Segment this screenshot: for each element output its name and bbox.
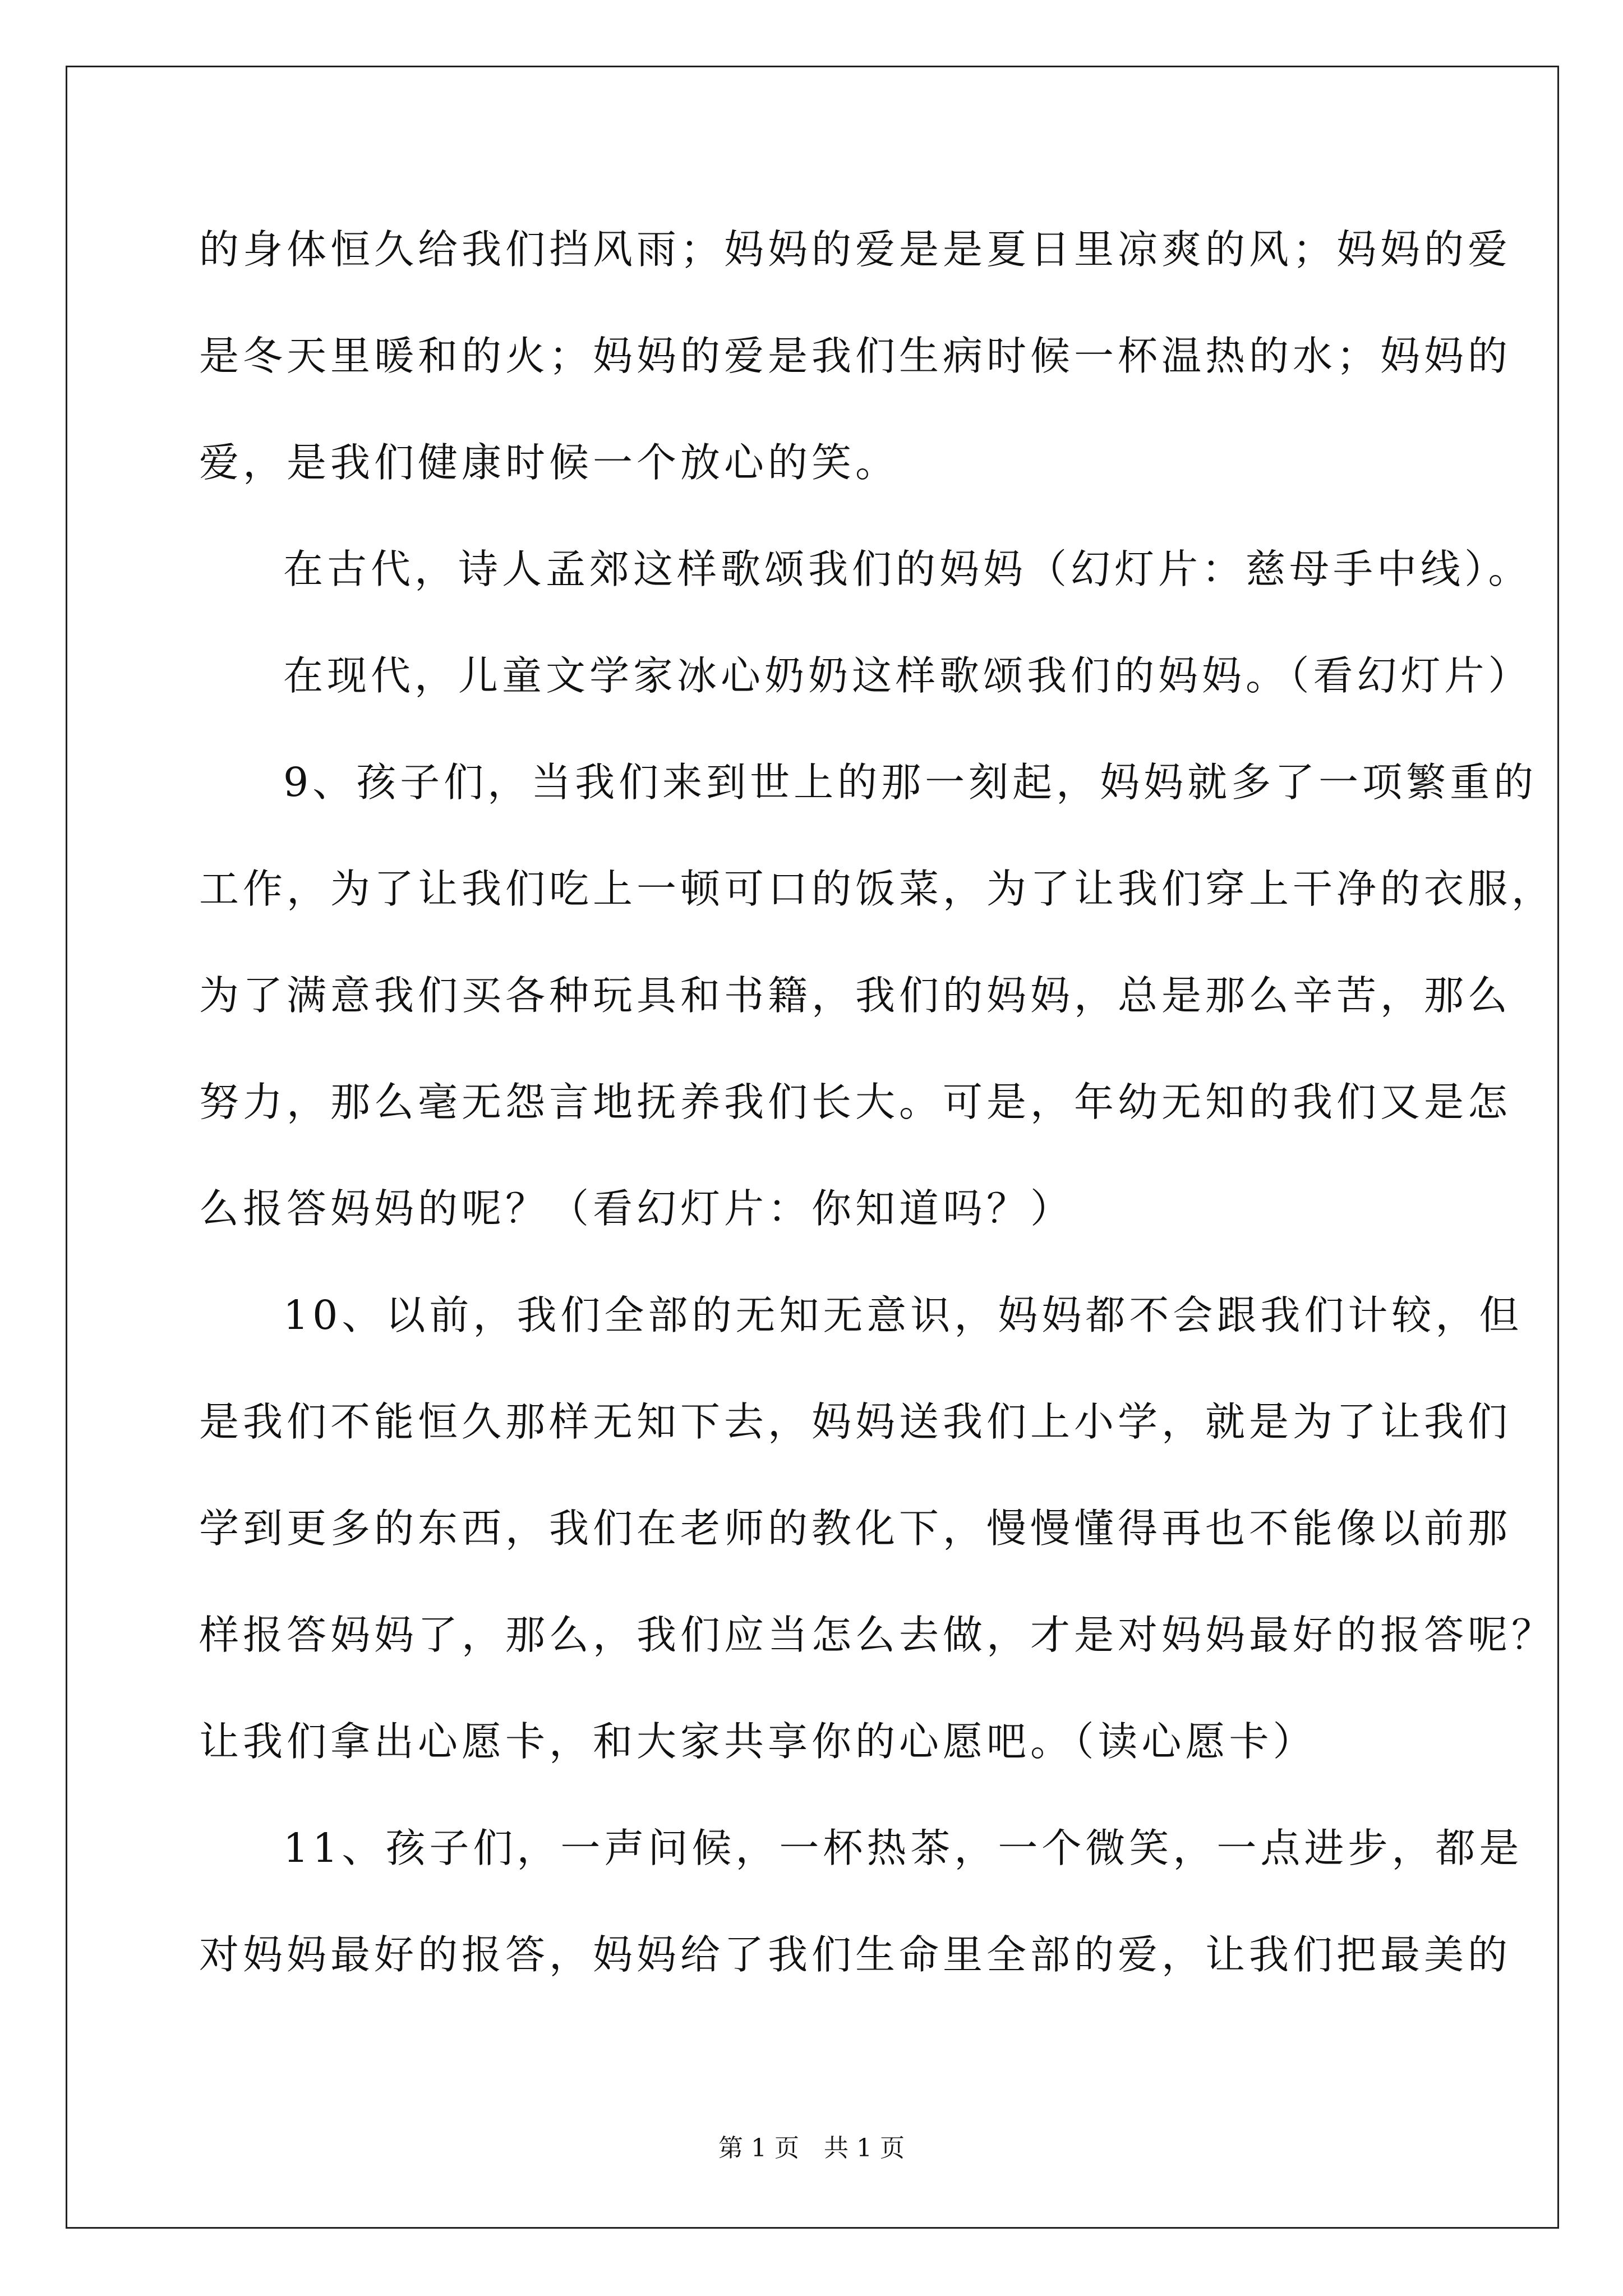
text-line: 让我们拿出心愿卡，和大家共享你的心愿吧。（读心愿卡） xyxy=(199,1718,1317,1765)
text-line: 的身体恒久给我们挡风雨；妈妈的爱是是夏日里凉爽的风；妈妈的爱 xyxy=(199,226,1512,273)
text-line: 在现代，儿童文学家冰心奶奶这样歌颂我们的妈妈。（看幻灯片） xyxy=(283,652,1532,699)
text-line: 11、孩子们，一声问候，一杯热茶，一个微笑，一点进步，都是 xyxy=(283,1825,1523,1871)
text-line: 是我们不能恒久那样无知下去，妈妈送我们上小学，就是为了让我们 xyxy=(199,1398,1512,1445)
text-line: 爱，是我们健康时候一个放心的笑。 xyxy=(199,439,900,486)
text-line: 么报答妈妈的呢？（看幻灯片：你知道吗？） xyxy=(199,1185,1075,1232)
page-footer: 第 1 页 共 1 页 xyxy=(718,2134,905,2162)
text-line: 10、以前，我们全部的无知无意识，妈妈都不会跟我们计较，但 xyxy=(283,1292,1523,1338)
text-line: 在古代，诗人孟郊这样歌颂我们的妈妈（幻灯片：慈母手中线）。 xyxy=(283,546,1532,592)
text-line: 9、孩子们，当我们来到世上的那一刻起，妈妈就多了一项繁重的 xyxy=(283,759,1538,806)
text-line: 对妈妈最好的报答，妈妈给了我们生命里全部的爱，让我们把最美的 xyxy=(199,1931,1512,1978)
text-line: 学到更多的东西，我们在老师的教化下，慢慢懂得再也不能像以前那 xyxy=(199,1505,1512,1552)
text-line: 工作，为了让我们吃上一顿可口的饭菜，为了让我们穿上干净的衣服， xyxy=(199,866,1556,912)
text-line: 样报答妈妈了，那么，我们应当怎么去做，才是对妈妈最好的报答呢？ xyxy=(199,1612,1556,1658)
text-line: 是冬天里暖和的火；妈妈的爱是我们生病时候一杯温热的水；妈妈的 xyxy=(199,333,1512,379)
text-line: 努力，那么毫无怨言地抚养我们长大。可是，年幼无知的我们又是怎 xyxy=(199,1079,1512,1125)
page-border xyxy=(66,66,1559,2229)
text-line: 为了满意我们买各种玩具和书籍，我们的妈妈，总是那么辛苦，那么 xyxy=(199,972,1512,1019)
